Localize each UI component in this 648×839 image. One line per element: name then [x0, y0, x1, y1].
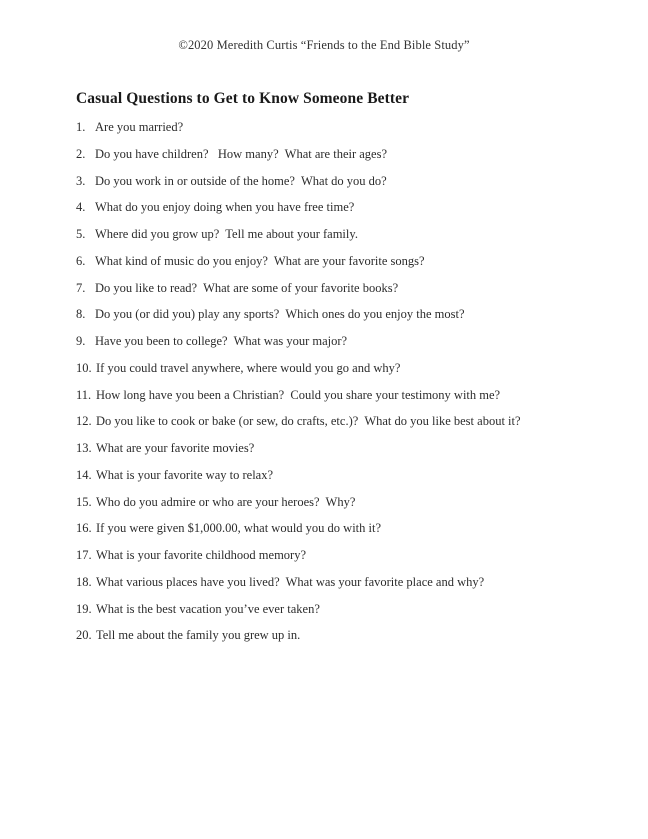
question-item-6: [76, 253, 616, 280]
question-number: 6.: [76, 253, 86, 268]
question-text: Do you like to cook or bake (or sew, do crafts, etc.)? What do you like best about it?: [96, 414, 521, 429]
question-text: Who do you admire or who are your heroes? Why?: [96, 494, 356, 509]
question-item-16: [76, 520, 616, 547]
question-list: [76, 119, 616, 654]
question-text: What is the best vacation you’ve ever taken?: [96, 601, 320, 616]
question-number: 17.: [76, 548, 92, 562]
question-number: 10.: [76, 360, 92, 375]
question-number: 11.: [76, 387, 92, 402]
question-text: If you could travel anywhere, where would you go and why?: [96, 360, 401, 375]
question-text: What various places have you lived? What was your favorite place and why?: [96, 574, 485, 589]
question-number: 20.: [76, 628, 92, 643]
question-number: 14.: [76, 467, 92, 482]
question-text: Tell me about the family you grew up in.: [96, 628, 301, 643]
question-item-1: [76, 119, 616, 146]
question-item-11: [76, 387, 616, 414]
question-item-15: [76, 494, 616, 521]
question-text: What do you enjoy doing when you have free time?: [95, 200, 355, 215]
question-item-10: [76, 360, 616, 387]
question-number: 8.: [76, 307, 86, 322]
question-item-12: [76, 413, 616, 440]
question-number: 1.: [76, 120, 86, 134]
question-number: 4.: [76, 200, 86, 215]
question-number: 18.: [76, 574, 92, 589]
question-number: 13.: [76, 441, 92, 455]
question-number: 16.: [76, 521, 92, 536]
question-item-13: [76, 440, 616, 467]
question-item-4: [76, 199, 616, 226]
question-number: 5.: [76, 227, 86, 241]
question-text: Have you been to college? What was your major?: [95, 334, 348, 348]
question-item-18: [76, 574, 616, 601]
document-title: Casual Questions to Get to Know Someone Better: [76, 90, 410, 107]
question-item-19: [76, 601, 616, 628]
question-item-3: [76, 173, 616, 200]
question-text: Where did you grow up? Tell me about your family.: [95, 227, 358, 241]
question-item-20: [76, 627, 616, 654]
question-number: 3.: [76, 173, 86, 188]
question-text: Do you work in or outside of the home? What do you do?: [95, 173, 387, 188]
question-number: 2.: [76, 146, 86, 161]
question-item-9: [76, 333, 616, 360]
question-text: How long have you been a Christian? Could you share your testimony with me?: [96, 387, 501, 402]
page-header: ©2020 Meredith Curtis “Friends to the End Bible Study”: [178, 38, 470, 52]
question-number: 7.: [76, 280, 86, 295]
question-text: If you were given $1,000.00, what would you do with it?: [96, 521, 382, 536]
question-number: 9.: [76, 334, 86, 348]
question-text: Do you like to read? What are some of your favorite books?: [95, 280, 399, 295]
question-item-7: [76, 280, 616, 307]
question-number: 15.: [76, 494, 92, 509]
question-item-5: [76, 226, 616, 253]
question-item-2: [76, 146, 616, 173]
question-text: What are your favorite movies?: [96, 441, 255, 455]
question-text: Are you married?: [95, 120, 184, 134]
question-number: 12.: [76, 414, 92, 429]
question-text: Do you have children? How many? What are their ages?: [95, 146, 388, 161]
question-text: What kind of music do you enjoy? What are your favorite songs?: [95, 253, 425, 268]
question-item-14: [76, 467, 616, 494]
question-item-17: [76, 547, 616, 574]
question-text: What is your favorite way to relax?: [96, 467, 274, 482]
question-text: Do you (or did you) play any sports? Which ones do you enjoy the most?: [95, 307, 465, 322]
question-item-8: [76, 306, 616, 333]
question-number: 19.: [76, 601, 92, 616]
question-text: What is your favorite childhood memory?: [96, 548, 307, 562]
